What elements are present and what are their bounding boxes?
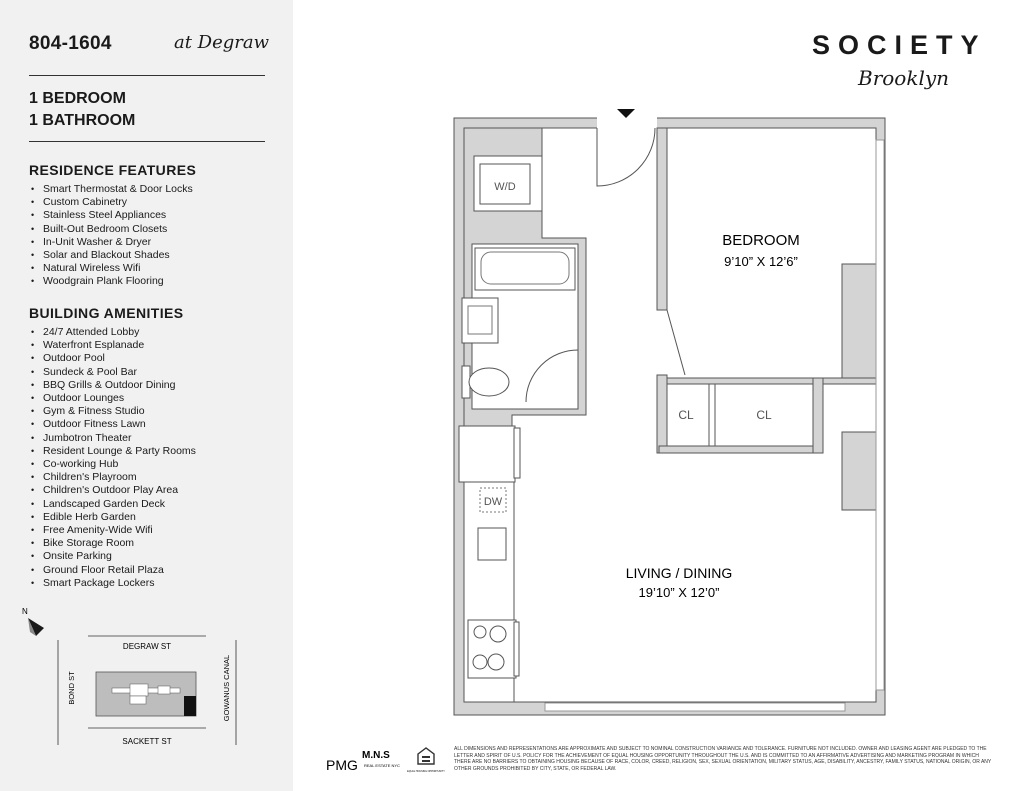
list-item: • Resident Lounge & Party Rooms xyxy=(29,445,196,458)
list-item: • Children's Playroom xyxy=(29,471,196,484)
list-item: • In-Unit Washer & Dryer xyxy=(29,236,193,249)
north-label: N xyxy=(22,607,28,616)
living-dining-dimensions: 19’10” X 12’0” xyxy=(638,585,720,600)
bedroom-dimensions: 9’10” X 12’6” xyxy=(724,254,798,269)
equal-housing-icon xyxy=(407,748,445,773)
list-item: • Children's Outdoor Play Area xyxy=(29,484,196,497)
residence-features-list xyxy=(29,183,193,289)
floor-plan xyxy=(440,100,900,725)
living-dining-label: LIVING / DINING xyxy=(625,565,733,581)
list-item: • Ground Floor Retail Plaza xyxy=(29,564,196,577)
list-item: • BBQ Grills & Outdoor Dining xyxy=(29,379,196,392)
residence-features-title: RESIDENCE FEATURES xyxy=(29,162,197,178)
unit-location-marker xyxy=(184,696,196,716)
unit-layout xyxy=(29,88,135,132)
bedroom-label: BEDROOM xyxy=(722,232,800,249)
mns-logo-sub: REAL ESTATE NYC xyxy=(364,763,400,768)
list-item: • Built-Out Bedroom Closets xyxy=(29,223,193,236)
list-item: • Sundeck & Pool Bar xyxy=(29,366,196,379)
partner-logos xyxy=(326,746,451,776)
closet-label: CL xyxy=(756,408,772,422)
street-label-top: DEGRAW ST xyxy=(122,642,172,651)
street-label-left: BOND ST xyxy=(67,671,76,705)
list-item: • Onsite Parking xyxy=(29,550,196,563)
street-label-right: GOWANUS CANAL xyxy=(222,654,231,722)
list-item: • Co-working Hub xyxy=(29,458,196,471)
divider xyxy=(29,141,265,142)
list-item: • Stainless Steel Appliances xyxy=(29,209,193,222)
disclaimer-text: ALL DIMENSIONS AND REPRESENTATIONS ARE APPROXIMATE AND SUBJECT TO NOMINAL CONSTRUCTION VARIANCE AND TOLERANCE. FURNITURE NOT INCLUDED. OWNER AND LEASING AGENT ARE PLEDGED TO THE LETTER AND SPIRIT OF U.S. POLICY FOR THE ACHIEVEMENT OF EQUAL HOUSING OPPORTUNITY THROUGHOUT THE U.S. AND IS COMMITTED TO AN AFFIRMATIVE ADVERTISING AND MARKETING PROGRAM IN WHICH THERE ARE NO BARRIERS TO OBTAINING HOUSING BECAUSE OF RACE, COLOR, CREED, RELIGION, SEX, SEXUAL ORIENTATION, MILITARY STATUS, AGE, DISABILITY, ANCESTRY, FAMILY STATUS, NATIONAL ORIGIN, OR ANY OTHER GROUNDS PROHIBITED BY CITY, STATE, OR FEDERAL LAW. xyxy=(454,746,992,772)
list-item: • Gym & Fitness Studio xyxy=(29,405,196,418)
bedroom-count: 1 BEDROOM xyxy=(29,90,126,107)
kitchen-sink xyxy=(478,528,506,560)
sidebar xyxy=(0,0,293,791)
list-item: • Free Amenity-Wide Wifi xyxy=(29,524,196,537)
brand-logo: SOCIETY xyxy=(812,30,987,60)
equal-housing-label: EQUAL HOUSING OPPORTUNITY xyxy=(407,770,445,773)
refrigerator xyxy=(459,426,515,482)
list-item: • Natural Wireless Wifi xyxy=(29,262,193,275)
north-arrow-icon xyxy=(28,618,44,636)
closet-label: CL xyxy=(678,408,694,422)
mns-logo: M.N.S xyxy=(362,750,390,761)
list-item: • Outdoor Fitness Lawn xyxy=(29,418,196,431)
list-item: • Bike Storage Room xyxy=(29,537,196,550)
list-item: • Custom Cabinetry xyxy=(29,196,193,209)
list-item: • Smart Package Lockers xyxy=(29,577,196,590)
list-item: • Waterfront Esplanade xyxy=(29,339,196,352)
brand-sublabel: Brooklyn xyxy=(858,66,950,90)
dw-label: DW xyxy=(483,496,503,508)
entry-arrow-icon xyxy=(617,109,635,118)
list-item: • Outdoor Lounges xyxy=(29,392,196,405)
list-item: • Edible Herb Garden xyxy=(29,511,196,524)
unit-location: at Degraw xyxy=(174,32,270,53)
street-label-bottom: SACKETT ST xyxy=(122,737,172,746)
list-item: • Landscaped Garden Deck xyxy=(29,498,196,511)
list-item: • Jumbotron Theater xyxy=(29,432,196,445)
list-item: • Solar and Blackout Shades xyxy=(29,249,193,262)
list-item: • Outdoor Pool xyxy=(29,352,196,365)
building-amenities-list xyxy=(29,326,196,590)
list-item: • Smart Thermostat & Door Locks xyxy=(29,183,193,196)
building-amenities-title: BUILDING AMENITIES xyxy=(29,305,184,321)
wd-label: W/D xyxy=(494,181,516,193)
pmg-logo: PMG xyxy=(326,757,358,773)
list-item: • Woodgrain Plank Flooring xyxy=(29,275,193,288)
divider xyxy=(29,75,265,76)
unit-number: 804-1604 xyxy=(29,33,112,54)
bathroom-count: 1 BATHROOM xyxy=(29,112,136,129)
list-item: • 24/7 Attended Lobby xyxy=(29,326,196,339)
site-map xyxy=(0,600,293,760)
